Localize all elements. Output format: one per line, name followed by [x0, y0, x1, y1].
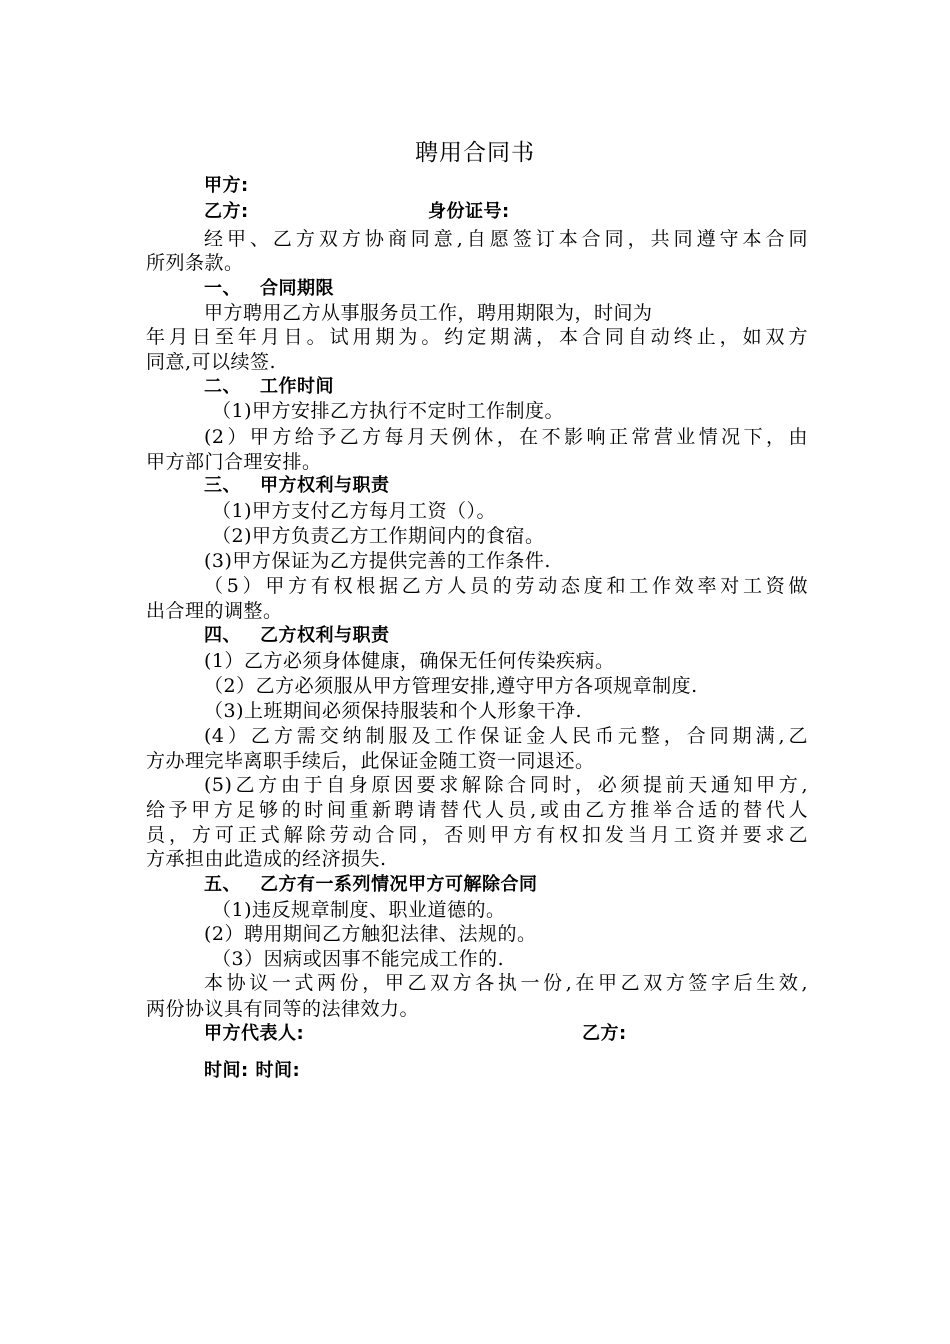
section-title: 甲方权利与职责: [260, 475, 390, 496]
clause-line: （1)甲方安排乙方执行不定时工作制度。: [212, 400, 565, 422]
clause-line: (3)甲方保证为乙方提供完善的工作条件.: [204, 550, 551, 572]
clause-line: (4）乙方需交纳制服及工作保证金人民币元整，合同期满,乙: [204, 725, 808, 747]
clause-line: (5)乙方由于自身原因要求解除合同时，必须提前天通知甲方,: [204, 774, 808, 796]
closing-line: 本协议一式两份，甲乙双方各执一份,在甲乙双方签字后生效,: [204, 972, 808, 994]
clause-line: 出合理的调整。: [146, 600, 283, 622]
section-title: 工作时间: [260, 376, 334, 397]
section-heading: [204, 473, 866, 499]
section-number: 五、: [204, 874, 241, 895]
section-heading: [204, 374, 866, 400]
party-a-label: 甲方:: [204, 175, 249, 196]
section-number: 四、: [204, 625, 241, 646]
clause-line: （3）因病或因事不能完成工作的.: [212, 948, 505, 970]
party-a-representative-label: 甲方代表人:: [204, 1023, 305, 1044]
section-heading: [204, 872, 866, 898]
clause-line: 方办理完毕离职手续后，此保证金随工资一同退还。: [146, 750, 595, 772]
clause-line: 同意,可以续签.: [146, 351, 277, 373]
id-number-label: 身份证号:: [428, 201, 510, 222]
party-b-sign-label: 乙方:: [582, 1023, 627, 1044]
clause-line: （1)违反规章制度、职业道德的。: [212, 899, 506, 921]
section-number: 二、: [204, 376, 241, 397]
section-title: 合同期限: [260, 278, 334, 299]
clause-line: (2）甲方给予乙方每月天例休，在不影响正常营业情况下，由: [204, 426, 808, 448]
intro-line: 所列条款。: [146, 252, 244, 274]
party-b-label: 乙方:: [204, 201, 249, 222]
clause-line: （2)甲方负责乙方工作期间内的食宿。: [212, 525, 545, 547]
section-title: 乙方有一系列情况甲方可解除合同: [260, 874, 538, 895]
clause-line: （3)上班期间必须保持服装和个人形象干净.: [204, 700, 583, 722]
clause-line: (1）乙方必须身体健康，确保无任何传染疾病。: [204, 650, 615, 672]
document-title: 聘用合同书: [415, 140, 535, 166]
intro-line: 经甲、乙方双方协商同意,自愿签订本合同，共同遵守本合同: [204, 228, 808, 250]
clause-line: 给予甲方足够的时间重新聘请替代人员,或由乙方推举合适的替代人: [146, 799, 808, 821]
section-title: 乙方权利与职责: [260, 625, 390, 646]
clause-line: 年月日至年月日。试用期为。约定期满，本合同自动终止，如双方: [146, 326, 808, 348]
section-heading: [204, 623, 866, 649]
clause-line: （5）甲方有权根据乙方人员的劳动态度和工作效率对工资做: [204, 575, 808, 597]
clause-line: 员，方可正式解除劳动合同，否则甲方有权扣发当月工资并要求乙: [146, 824, 808, 846]
party-b-row: [204, 199, 808, 225]
clause-line: 甲方部门合理安排。: [146, 451, 322, 473]
clause-line: （1)甲方支付乙方每月工资（）。: [212, 500, 497, 522]
clause-line: 甲方聘用乙方从事服务员工作，聘用期限为，时间为: [204, 302, 653, 324]
signature-row: [204, 1021, 808, 1047]
clause-line: (2）聘用期间乙方触犯法律、法规的。: [204, 923, 537, 945]
time-label: 时间: 时间:: [204, 1060, 301, 1081]
closing-line: 两份协议具有同等的法律效力。: [146, 998, 420, 1020]
clause-line: 方承担由此造成的经济损失.: [146, 848, 387, 870]
section-number: 三、: [204, 475, 241, 496]
section-heading: [204, 276, 866, 302]
clause-line: （2）乙方必须服从甲方管理安排,遵守甲方各项规章制度.: [204, 675, 698, 697]
section-number: 一、: [204, 278, 241, 299]
